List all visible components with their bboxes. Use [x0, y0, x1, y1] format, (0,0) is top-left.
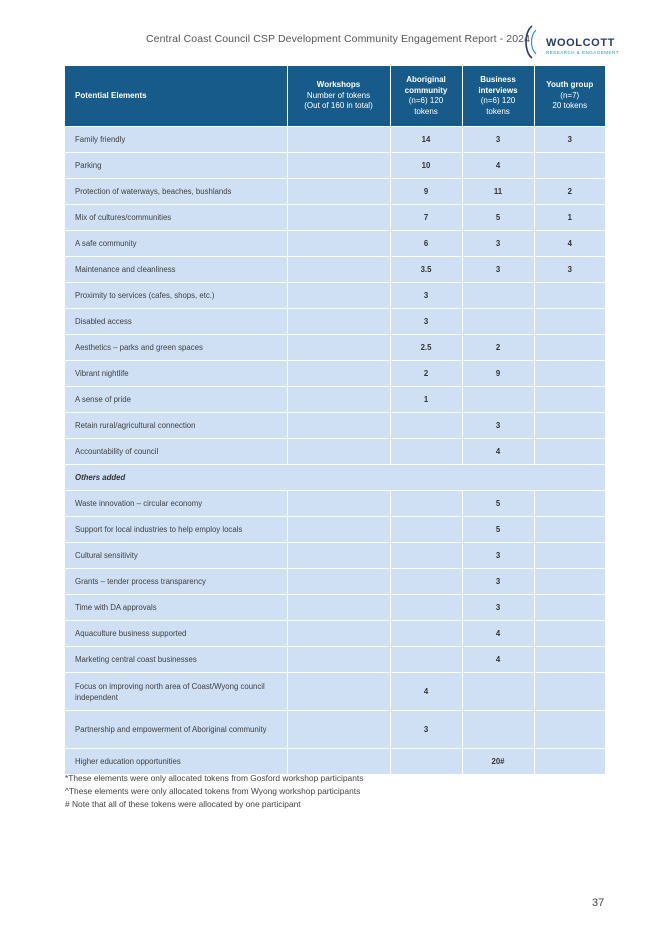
col-header-aboriginal — [390, 66, 462, 127]
youth-value — [534, 647, 605, 673]
aboriginal-value — [390, 595, 462, 621]
workshops-value — [287, 231, 390, 257]
youth-value — [534, 309, 605, 335]
aboriginal-value: 7 — [390, 205, 462, 231]
table-row — [65, 153, 605, 179]
business-value: 3 — [462, 543, 534, 569]
workshops-value — [287, 335, 390, 361]
table-row — [65, 413, 605, 439]
workshops-value — [287, 621, 390, 647]
row-label: Protection of waterways, beaches, bushlands — [65, 179, 287, 205]
col-header-text: Workshops — [316, 80, 361, 90]
aboriginal-value: 3 — [390, 309, 462, 335]
youth-value — [534, 621, 605, 647]
youth-value — [534, 543, 605, 569]
table-row — [65, 205, 605, 231]
business-value: 4 — [462, 439, 534, 465]
table-row — [65, 749, 605, 775]
workshops-value — [287, 491, 390, 517]
col-header-text: Number of tokens — [306, 90, 371, 100]
aboriginal-value — [390, 543, 462, 569]
potential-elements-table — [65, 66, 605, 774]
youth-value — [534, 673, 605, 711]
row-label: Support for local industries to help employ locals — [65, 517, 287, 543]
aboriginal-value: 9 — [390, 179, 462, 205]
business-value: 11 — [462, 179, 534, 205]
business-value: 2 — [462, 335, 534, 361]
row-label: Grants – tender process transparency — [65, 569, 287, 595]
row-label: Partnership and empowerment of Aboriginal community — [65, 711, 287, 749]
footnotes — [65, 772, 363, 811]
section-label: Others added — [65, 465, 605, 491]
youth-value: 4 — [534, 231, 605, 257]
section-row — [65, 465, 605, 491]
workshops-value — [287, 361, 390, 387]
workshops-value — [287, 127, 390, 153]
row-label: Waste innovation – circular economy — [65, 491, 287, 517]
aboriginal-value — [390, 749, 462, 775]
col-header-text: (n=7) — [560, 90, 580, 100]
col-header-text: tokens — [414, 106, 438, 116]
workshops-value — [287, 387, 390, 413]
table-row — [65, 621, 605, 647]
business-value — [462, 283, 534, 309]
row-label: Accountability of council — [65, 439, 287, 465]
workshops-value — [287, 179, 390, 205]
youth-value — [534, 361, 605, 387]
page-header — [0, 0, 669, 66]
business-value: 4 — [462, 621, 534, 647]
col-header-youth — [534, 66, 605, 127]
logo-subtext: RESEARCH & ENGAGEMENT — [546, 50, 620, 55]
col-header-text: (n=6) 120 — [480, 96, 516, 105]
workshops-value — [287, 205, 390, 231]
table-row — [65, 283, 605, 309]
table-row — [65, 543, 605, 569]
aboriginal-value: 14 — [390, 127, 462, 153]
footnote-one-participant: # Note that all of these tokens were allocated by one participant — [65, 799, 301, 809]
business-value: 4 — [462, 647, 534, 673]
row-label: Proximity to services (cafes, shops, etc.) — [65, 283, 287, 309]
table-row — [65, 361, 605, 387]
row-label: Time with DA approvals — [65, 595, 287, 621]
row-label: Cultural sensitivity — [65, 543, 287, 569]
aboriginal-value: 3.5 — [390, 257, 462, 283]
row-label: Family friendly — [65, 127, 287, 153]
table-row — [65, 491, 605, 517]
business-value: 5 — [462, 205, 534, 231]
workshops-value — [287, 647, 390, 673]
table-header-row — [65, 66, 605, 127]
col-header-workshops — [287, 66, 390, 127]
table-row — [65, 647, 605, 673]
youth-value — [534, 335, 605, 361]
table-row — [65, 517, 605, 543]
workshops-value — [287, 153, 390, 179]
table-row — [65, 673, 605, 711]
aboriginal-value — [390, 621, 462, 647]
youth-value — [534, 491, 605, 517]
row-label: Parking — [65, 153, 287, 179]
table-row — [65, 387, 605, 413]
col-header-text: tokens — [486, 106, 510, 116]
page-number: 37 — [592, 897, 605, 909]
aboriginal-value — [390, 647, 462, 673]
table-row — [65, 335, 605, 361]
aboriginal-value — [390, 517, 462, 543]
col-header-text: Business — [480, 75, 516, 84]
business-value: 3 — [462, 569, 534, 595]
youth-value: 1 — [534, 205, 605, 231]
workshops-value — [287, 711, 390, 749]
youth-value — [534, 517, 605, 543]
youth-value — [534, 595, 605, 621]
aboriginal-value: 1 — [390, 387, 462, 413]
row-label: Aesthetics – parks and green spaces — [65, 335, 287, 361]
aboriginal-value — [390, 413, 462, 439]
table-row — [65, 711, 605, 749]
footnote-wyong: ^These elements were only allocated tokens from Wyong workshop participants — [65, 786, 361, 796]
aboriginal-value: 10 — [390, 153, 462, 179]
workshops-value — [287, 543, 390, 569]
table-row — [65, 569, 605, 595]
business-value: 20# — [462, 749, 534, 775]
aboriginal-value: 2 — [390, 361, 462, 387]
business-value: 3 — [462, 413, 534, 439]
row-label: Marketing central coast businesses — [65, 647, 287, 673]
table-row — [65, 257, 605, 283]
aboriginal-value: 3 — [390, 711, 462, 749]
row-label: Vibrant nightlife — [65, 361, 287, 387]
table-row — [65, 179, 605, 205]
youth-value — [534, 749, 605, 775]
aboriginal-value: 2.5 — [390, 335, 462, 361]
col-header-text: 20 tokens — [552, 101, 588, 111]
workshops-value — [287, 439, 390, 465]
col-header-elements: Potential Elements — [65, 66, 287, 127]
youth-value: 3 — [534, 257, 605, 283]
aboriginal-value: 6 — [390, 231, 462, 257]
youth-value: 2 — [534, 179, 605, 205]
business-value: 9 — [462, 361, 534, 387]
row-label: Disabled access — [65, 309, 287, 335]
aboriginal-value: 3 — [390, 283, 462, 309]
youth-value — [534, 569, 605, 595]
woolcott-logo — [520, 24, 620, 60]
business-value — [462, 309, 534, 335]
business-value: 5 — [462, 491, 534, 517]
col-header-text: Youth group — [546, 80, 594, 90]
col-header-text: interviews — [478, 85, 518, 95]
youth-value: 3 — [534, 127, 605, 153]
youth-value — [534, 283, 605, 309]
logo-mark-icon — [520, 24, 542, 60]
youth-value — [534, 153, 605, 179]
workshops-value — [287, 283, 390, 309]
business-value: 3 — [462, 595, 534, 621]
row-label: Maintenance and cleanliness — [65, 257, 287, 283]
business-value: 3 — [462, 127, 534, 153]
aboriginal-value — [390, 569, 462, 595]
aboriginal-value — [390, 439, 462, 465]
aboriginal-value: 4 — [390, 673, 462, 711]
row-label: Mix of cultures/communities — [65, 205, 287, 231]
workshops-value — [287, 257, 390, 283]
workshops-value — [287, 309, 390, 335]
workshops-value — [287, 673, 390, 711]
business-value — [462, 387, 534, 413]
logo-text: WOOLCOTT — [546, 37, 615, 49]
table-row — [65, 309, 605, 335]
footnote-gosford: *These elements were only allocated tokens from Gosford workshop participants — [65, 773, 364, 783]
table-row — [65, 127, 605, 153]
youth-value — [534, 711, 605, 749]
workshops-value — [287, 569, 390, 595]
row-label: A safe community — [65, 231, 287, 257]
business-value — [462, 711, 534, 749]
row-label: Aquaculture business supported — [65, 621, 287, 647]
table-row — [65, 595, 605, 621]
row-label: Higher education opportunities — [65, 749, 287, 775]
table-row — [65, 439, 605, 465]
workshops-value — [287, 595, 390, 621]
row-label: A sense of pride — [65, 387, 287, 413]
business-value: 3 — [462, 257, 534, 283]
row-label: Focus on improving north area of Coast/Wyong council independent — [65, 673, 287, 711]
business-value: 3 — [462, 231, 534, 257]
workshops-value — [287, 749, 390, 775]
col-header-text: (n=6) 120 — [408, 96, 444, 105]
workshops-value — [287, 413, 390, 439]
row-label: Retain rural/agricultural connection — [65, 413, 287, 439]
business-value: 5 — [462, 517, 534, 543]
report-title: Central Coast Council CSP Development Community Engagement Report - 2024 — [146, 33, 531, 45]
youth-value — [534, 387, 605, 413]
col-header-text: Aboriginal — [406, 75, 446, 84]
business-value — [462, 673, 534, 711]
youth-value — [534, 413, 605, 439]
youth-value — [534, 439, 605, 465]
col-header-business — [462, 66, 534, 127]
col-header-text: community — [404, 85, 448, 95]
aboriginal-value — [390, 491, 462, 517]
col-header-text: (Out of 160 in total) — [304, 101, 373, 111]
table-row — [65, 231, 605, 257]
workshops-value — [287, 517, 390, 543]
business-value: 4 — [462, 153, 534, 179]
